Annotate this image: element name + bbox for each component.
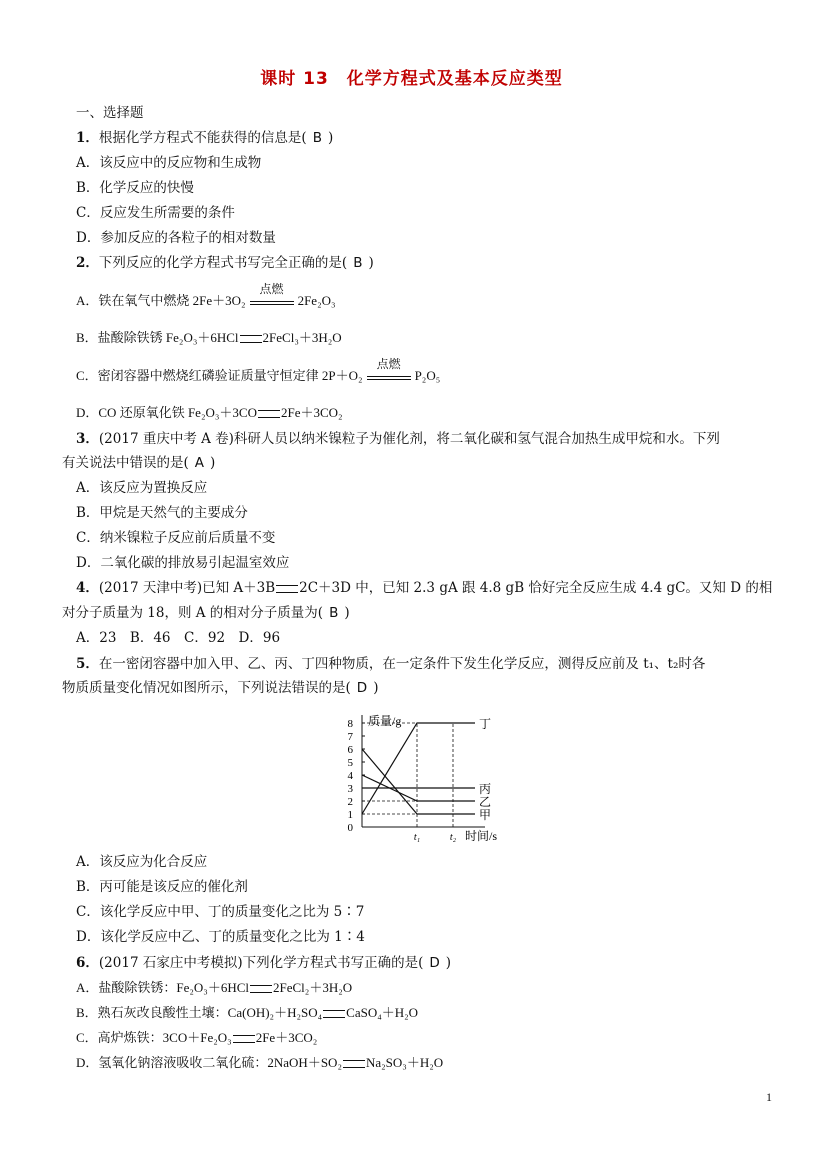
section-heading: 一、选择题 <box>76 105 144 121</box>
option-text: B．盐酸除铁锈 Fe₂O₃＋6HCl <box>76 330 239 345</box>
reaction-condition <box>250 282 294 311</box>
series-label-1: 丙 <box>479 782 492 796</box>
y-tick-label: 4 <box>347 770 353 782</box>
question-stem: 物质质量变化情况如图所示，下列说法错误的是( <box>62 680 351 696</box>
question-stem: (2017 天津中考)已知 A＋3B <box>98 580 276 596</box>
q3-option-a: A．该反应为置换反应 <box>76 480 208 496</box>
paren-close: ) <box>445 955 452 971</box>
q6-option-b <box>76 1004 418 1022</box>
question-number: 4． <box>76 580 99 596</box>
mass-time-chart <box>340 700 520 845</box>
q2-option-b <box>76 329 342 347</box>
reaction-condition <box>367 357 411 386</box>
q6-option-a <box>76 979 352 997</box>
equals-sign <box>250 985 272 993</box>
q5-option-c: C．该化学反应中甲、丁的质量变化之比为 5∶7 <box>76 904 365 920</box>
products: P₂O₅ <box>414 368 441 383</box>
y-tick-label: 7 <box>347 731 353 743</box>
question-4 <box>76 579 772 597</box>
answer: B <box>312 130 322 146</box>
question-5 <box>76 655 705 673</box>
q5-option-d: D．该化学反应中乙、丁的质量变化之比为 1∶4 <box>76 929 365 945</box>
x-tick-label: t₁ <box>413 832 421 843</box>
question-4-cont <box>62 604 350 622</box>
question-2 <box>76 254 374 272</box>
products: Na₂SO₃＋H₂O <box>365 1055 444 1070</box>
question-stem: 根据化学方程式不能获得的信息是( <box>98 130 307 146</box>
question-5-cont <box>62 679 378 697</box>
equals-sign <box>233 1035 255 1043</box>
products: 2Fe＋3CO₂ <box>255 1030 318 1045</box>
y-tick-label: 1 <box>347 809 353 821</box>
q6-option-c <box>76 1029 317 1047</box>
y-tick-label: 5 <box>347 757 353 769</box>
answer: B <box>353 255 363 271</box>
y-tick-label: 6 <box>347 744 353 756</box>
series-label-3: 甲 <box>479 808 492 822</box>
q1-option-c: C．反应发生所需要的条件 <box>76 205 235 221</box>
q5-option-b: B．丙可能是该反应的催化剂 <box>76 879 248 895</box>
question-6 <box>76 954 451 972</box>
y-tick-label: 0 <box>347 822 353 834</box>
answer: D <box>429 955 440 971</box>
answer: A <box>194 455 205 471</box>
option-text: D．氢氧化钠溶液吸收二氧化硫：2NaOH＋SO₂ <box>76 1055 342 1070</box>
equals-sign <box>343 1060 365 1068</box>
y-tick-label: 8 <box>347 718 353 730</box>
paren-close: ) <box>210 455 216 471</box>
x-tick-label: t₂ <box>449 832 457 843</box>
q3-option-c: C．纳米镍粒子反应前后质量不变 <box>76 530 276 546</box>
option-text: C．密闭容器中燃烧红磷验证质量守恒定律 2P＋O₂ <box>76 368 363 383</box>
question-stem: (2017 重庆中考 A 卷)科研人员以纳米镍粒子为催化剂，将二氧化碳和氢气混合加热生成甲烷和水。下列 <box>98 431 720 447</box>
question-stem: 下列反应的化学方程式书写完全正确的是( <box>98 255 348 271</box>
question-number: 1． <box>76 130 99 146</box>
question-3 <box>76 430 720 448</box>
products: CaSO₄＋H₂O <box>346 1005 419 1020</box>
series-label-0: 丁 <box>479 717 492 731</box>
q1-option-d: D．参加反应的各粒子的相对数量 <box>76 230 276 246</box>
q4-options: A．23 B．46 C．92 D．96 <box>76 630 281 646</box>
question-stem: (2017 石家庄中考模拟)下列化学方程式书写正确的是( <box>98 955 424 971</box>
series-label-2: 乙 <box>479 795 492 809</box>
q2-option-a <box>76 282 336 311</box>
question-number: 6． <box>76 955 99 971</box>
option-text: C．高炉炼铁：3CO＋Fe₂O₃ <box>76 1030 232 1045</box>
page-title: 课时 13 化学方程式及基本反应类型 <box>260 69 563 89</box>
question-stem: 2C＋3D 中，已知 2.3 gA 跟 4.8 gB 恰好完全反应生成 4.4 gC。又知 D 的相 <box>299 580 773 596</box>
question-1 <box>76 129 333 147</box>
question-number: 5． <box>76 656 99 672</box>
q1-option-a: A．该反应中的反应物和生成物 <box>76 155 262 171</box>
equals-sign <box>258 410 280 418</box>
equals-sign <box>240 335 262 343</box>
x-axis-label: 时间/s <box>465 829 498 843</box>
option-text: A．铁在氧气中燃烧 2Fe＋3O₂ <box>76 293 246 308</box>
y-axis-label: 质量/g <box>368 714 402 728</box>
page-number: 1 <box>766 1090 772 1104</box>
question-number: 3． <box>76 431 99 447</box>
option-text: D．CO 还原氧化铁 Fe₂O₃＋3CO <box>76 405 257 420</box>
answer: B <box>329 605 339 621</box>
condition-label: 点燃 <box>259 282 284 297</box>
option-text: A．盐酸除铁锈：Fe₂O₃＋6HCl <box>76 980 250 995</box>
question-stem: 有关说法中错误的是( <box>62 455 189 471</box>
y-tick-label: 2 <box>347 796 353 808</box>
q2-option-d <box>76 404 343 422</box>
q5-option-a: A．该反应为化合反应 <box>76 854 208 870</box>
products: 2FeCl₃＋3H₂O <box>262 330 342 345</box>
question-3-cont <box>62 454 215 472</box>
products: 2Fe＋3CO₂ <box>280 405 343 420</box>
option-text: B．熟石灰改良酸性土壤：Ca(OH)₂＋H₂SO₄ <box>76 1005 323 1020</box>
paren-close: ) <box>373 680 379 696</box>
q3-option-b: B．甲烷是天然气的主要成分 <box>76 505 248 521</box>
equals-sign <box>323 1010 345 1018</box>
question-stem: 在一密闭容器中加入甲、乙、丙、丁四种物质，在一定条件下发生化学反应，测得反应前及 t₁、t₂时各 <box>98 656 706 672</box>
paren-close: ) <box>368 255 374 271</box>
q3-option-d: D．二氧化碳的排放易引起温室效应 <box>76 555 290 571</box>
products: 2FeCl₂＋3H₂O <box>273 980 353 995</box>
question-stem: 对分子质量为 18，则 A 的相对分子质量为( <box>62 605 324 621</box>
products: 2Fe₂O₃ <box>297 293 336 308</box>
q2-option-c <box>76 357 441 386</box>
answer: D <box>356 680 368 696</box>
paren-close: ) <box>344 605 350 621</box>
series-line-3 <box>362 749 475 814</box>
q1-option-b: B．化学反应的快慢 <box>76 180 194 196</box>
equals-sign <box>276 585 298 593</box>
question-number: 2． <box>76 255 99 271</box>
y-tick-label: 3 <box>347 783 353 795</box>
paren-close: ) <box>327 130 334 146</box>
condition-label: 点燃 <box>376 357 401 372</box>
q6-option-d <box>76 1054 443 1072</box>
